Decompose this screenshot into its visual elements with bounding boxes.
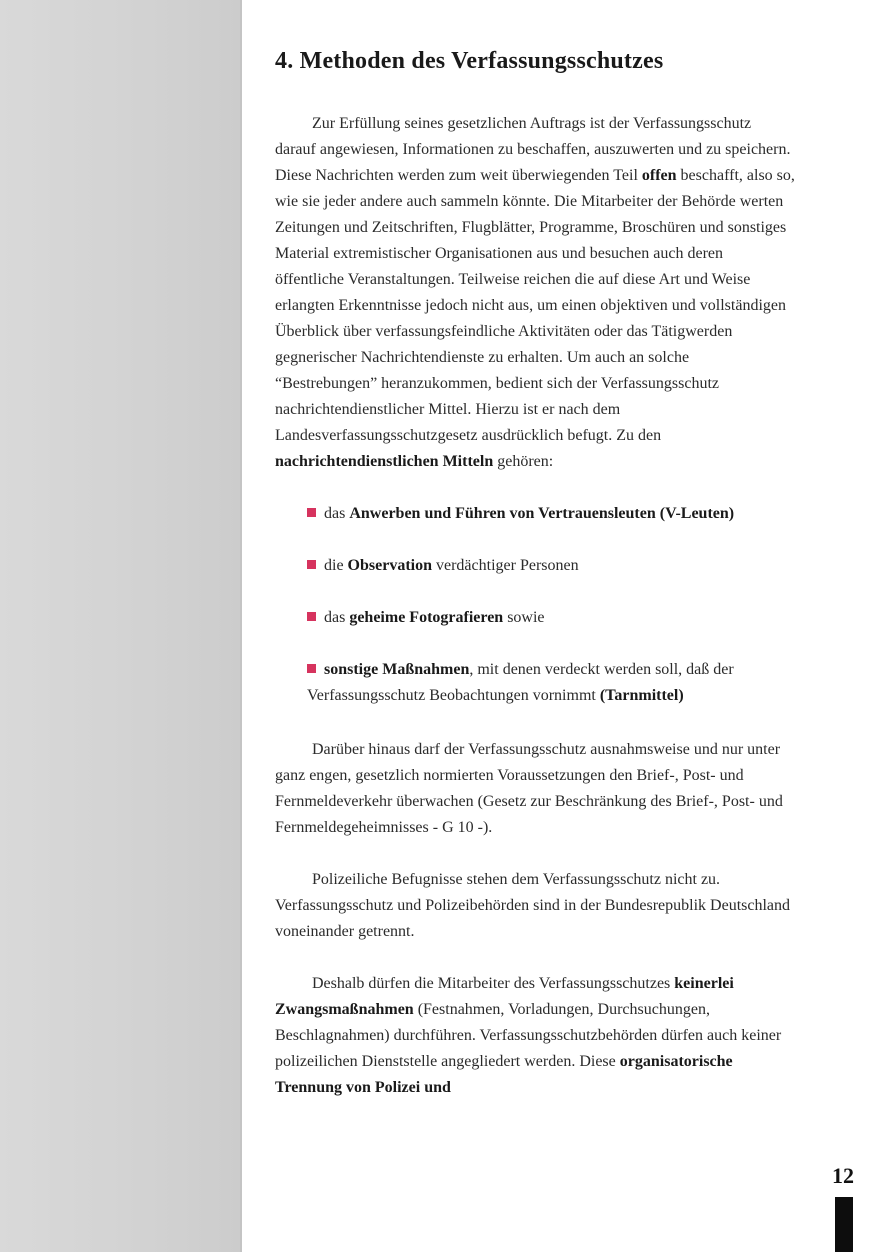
list-item-bold: Anwerben und Führen von Vertrauensleuten (V-Leuten) [349,505,735,522]
square-bullet-icon [307,664,316,673]
page-marker-bar [835,1197,853,1252]
intro-bold-mittel: nachrichtendienstlichen Mitteln [275,453,494,470]
intro-text-2: beschafft, also so, wie sie jeder andere auch sammeln könnte. Die Mitarbeiter der Behörde werten Zeitungen und Zeitschriften, Flugblätter, Programme, Broschüren und sonstiges Material extremistischer Organisationen aus und besuchen auch deren öffentliche Veranstaltungen. Teilweise reichen die auf diese Art und Weise erlangten Erkenntnisse jedoch nicht aus, um einen objektiven und vollständigen Überblick über verfassungsfeindliche Aktivitäten oder das Tätigwerden gegnerischer Nachrichtendienste zu erhalten. Um auch an solche “Bestrebungen” heranzukommen, bedient sich der Verfassungsschutz nachrichtendienstlicher Mittel. Hierzu ist er nach dem Landesverfassungsschutzgesetz ausdrücklich befugt. Zu den [275,167,795,444]
list-item [307,605,795,631]
list-item-bold-tarnmittel: (Tarnmittel) [599,687,684,704]
list-item [307,657,795,709]
paragraph-g10: Darüber hinaus darf der Verfassungsschutz ausnahmsweise und nur unter ganz engen, gesetzlich normierten Voraussetzungen den Brief-, Post- und Fernmeldeverkehr überwachen (Gesetz zur Beschränkung des Brief-, Post- und Fernmeldegeheimnisses - G 10 -). [275,741,783,836]
intro-bold-offen: offen [641,167,677,184]
page-content [275,48,795,1127]
list-item-post: , mit denen verdeckt werden soll, daß der Verfassungsschutz Beobachtungen vornimmt [307,661,734,704]
para4-text-1: Deshalb dürfen die Mitarbeiter des Verfassungsschutzes [312,975,675,992]
page-number: 12 [832,1163,854,1188]
list-item-bold: geheime Fotografieren [349,609,504,626]
section-heading: 4. Methoden des Verfassungsschutzes [275,48,664,74]
list-item-pre: die [324,557,348,574]
list-item-post: verdächtiger Personen [432,557,579,574]
intro-text-3: gehören: [493,453,554,470]
paragraph-police-powers: Polizeiliche Befugnisse stehen dem Verfassungsschutz nicht zu. Verfassungsschutz und Polizeibehörden sind in der Bundesrepublik Deutschland voneinander getrennt. [275,871,791,940]
square-bullet-icon [307,560,316,569]
paragraph-separation [275,971,795,1101]
list-item-bold: sonstige Maßnahmen [324,661,470,678]
para4-bold-2: organisatorische Trennung von Polizei und [275,1053,733,1096]
square-bullet-icon [307,508,316,517]
square-bullet-icon [307,612,316,621]
intro-paragraph [275,111,795,475]
para4-bold-1: keinerlei Zwangsmaßnahmen [275,975,734,1018]
methods-list [307,501,795,709]
list-item-bold: Observation [347,557,432,574]
para4-text-2: (Festnahmen, Vorladungen, Durchsuchungen, Beschlagnahmen) durchführen. Verfassungsschutzbehörden dürfen auch keiner polizeilichen Dienststelle angegliedert werden. Diese [275,1001,782,1070]
list-item-post: sowie [503,609,545,626]
intro-text-1: Zur Erfüllung seines gesetzlichen Auftrags ist der Verfassungsschutz darauf angewiesen, Informationen zu beschaffen, auszuwerten und zu speichern. Diese Nachrichten werden zum weit überwiegenden Teil [275,115,791,184]
list-item-pre: das [324,505,350,522]
list-item-pre: das [324,609,350,626]
list-item [307,501,795,527]
page-margin-band [0,0,242,1252]
list-item [307,553,795,579]
